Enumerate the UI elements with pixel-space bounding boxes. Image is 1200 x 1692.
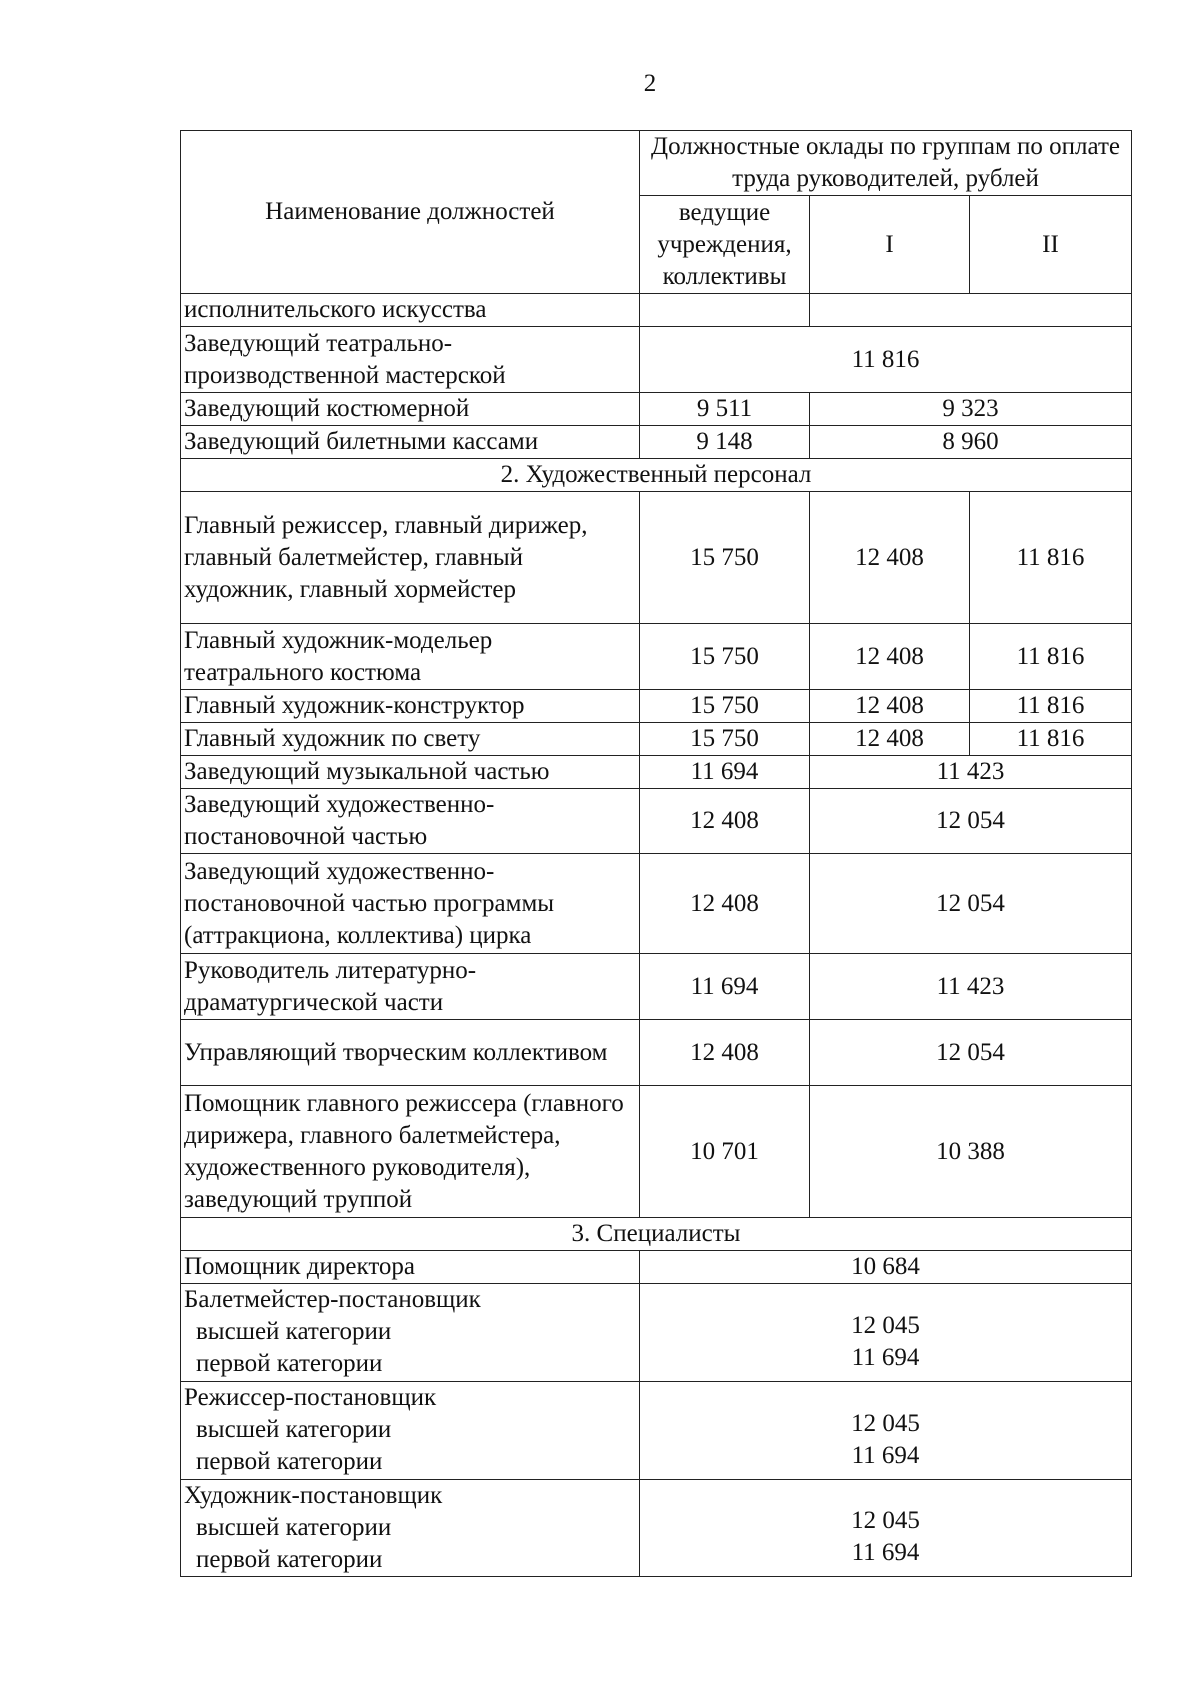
salary-groups: 12 054	[810, 789, 1132, 854]
position-name: Руководитель литературно-драматургической части	[181, 954, 640, 1020]
table-row	[181, 1284, 1132, 1382]
header-position-name: Наименование должностей	[181, 131, 640, 294]
salary-leading: 15 750	[640, 723, 810, 756]
position-name: Заведующий билетными кассами	[181, 426, 640, 459]
table-row	[181, 1020, 1132, 1086]
table-row	[181, 327, 1132, 393]
category-first: первой категории	[196, 1448, 383, 1475]
position-name: Заведующий художественно-постановочной частью программы (аттракциона, коллектива) цирка	[181, 854, 640, 954]
position-name	[181, 1284, 640, 1382]
salary-group-1: 12 408	[810, 723, 970, 756]
table-row	[181, 756, 1132, 789]
salary-leading: 15 750	[640, 624, 810, 690]
position-name: Помощник директора	[181, 1251, 640, 1284]
table-row	[181, 492, 1132, 624]
salary-all-groups: 11 816	[640, 327, 1132, 393]
position-name: Главный художник-конструктор	[181, 690, 640, 723]
table-row	[181, 690, 1132, 723]
table-row	[181, 1251, 1132, 1284]
salary-groups: 10 388	[810, 1086, 1132, 1218]
position-name: исполнительского искусства	[181, 294, 640, 327]
category-first: первой категории	[196, 1350, 383, 1377]
table-row	[181, 1086, 1132, 1218]
salary-group-2: 11 816	[970, 492, 1132, 624]
empty-cell	[640, 294, 810, 327]
position-name: Главный режиссер, главный дирижер, главный балетмейстер, главный художник, главный хормейстер	[181, 492, 640, 624]
table-row	[181, 294, 1132, 327]
position-name: Заведующий художественно-постановочной частью	[181, 789, 640, 854]
salary-table	[180, 130, 1132, 1577]
salary-all-groups	[640, 1284, 1132, 1382]
section-heading: 2. Художественный персонал	[181, 459, 1132, 492]
salary-group-1: 12 408	[810, 492, 970, 624]
salary-groups: 9 323	[810, 393, 1132, 426]
salary-group-2: 11 816	[970, 690, 1132, 723]
salary-group-1: 12 408	[810, 624, 970, 690]
table-row	[181, 1382, 1132, 1480]
salary-all-groups	[640, 1382, 1132, 1480]
position-name: Заведующий музыкальной частью	[181, 756, 640, 789]
salary-groups: 12 054	[810, 854, 1132, 954]
category-higher: высшей категории	[196, 1416, 392, 1443]
salary-groups: 11 423	[810, 756, 1132, 789]
salary-leading: 12 408	[640, 1020, 810, 1086]
table-row	[181, 954, 1132, 1020]
position-name	[181, 1480, 640, 1577]
header-group-1: I	[810, 196, 970, 294]
position-title: Балетмейстер-постановщик	[184, 1286, 481, 1313]
table-row	[181, 393, 1132, 426]
salary-groups: 12 054	[810, 1020, 1132, 1086]
salary-leading: 15 750	[640, 492, 810, 624]
salary-leading: 10 701	[640, 1086, 810, 1218]
salary-leading: 9 148	[640, 426, 810, 459]
category-first: первой категории	[196, 1546, 383, 1573]
salary-groups: 8 960	[810, 426, 1132, 459]
salary-higher: 12 045	[851, 1507, 920, 1534]
position-name	[181, 1382, 640, 1480]
table-row	[181, 723, 1132, 756]
salary-groups: 11 423	[810, 954, 1132, 1020]
salary-group-2: 11 816	[970, 624, 1132, 690]
table-row	[181, 789, 1132, 854]
salary-group-2: 11 816	[970, 723, 1132, 756]
position-title: Художник-постановщик	[184, 1482, 443, 1509]
section-heading: 3. Специалисты	[181, 1218, 1132, 1251]
table-row	[181, 1480, 1132, 1577]
position-name: Заведующий костюмерной	[181, 393, 640, 426]
table-row	[181, 426, 1132, 459]
salary-first: 11 694	[851, 1343, 920, 1371]
salary-leading: 15 750	[640, 690, 810, 723]
position-name: Помощник главного режиссера (главного дирижера, главного балетмейстера, художественного руководителя), заведующий труппой	[181, 1086, 640, 1218]
table-row	[181, 624, 1132, 690]
salary-leading: 12 408	[640, 789, 810, 854]
table-row	[181, 854, 1132, 954]
position-title: Режиссер-постановщик	[184, 1384, 437, 1411]
salary-higher: 12 045	[851, 1409, 920, 1437]
header-salary: Должностные оклады по группам по оплате труда руководителей, рублей	[640, 131, 1132, 196]
salary-higher: 12 045	[851, 1311, 920, 1339]
empty-cell	[810, 294, 1132, 327]
salary-group-1: 12 408	[810, 690, 970, 723]
category-higher: высшей категории	[196, 1514, 392, 1541]
page-number: 2	[643, 70, 657, 97]
salary-leading: 9 511	[640, 393, 810, 426]
category-higher: высшей категории	[196, 1318, 392, 1345]
header-leading-institutions: ведущие учреждения, коллективы	[640, 196, 810, 294]
salary-all-groups	[640, 1480, 1132, 1577]
position-name: Заведующий театрально-производственной мастерской	[181, 327, 640, 393]
salary-all-groups: 10 684	[640, 1251, 1132, 1284]
salary-leading: 11 694	[640, 756, 810, 789]
header-group-2: II	[970, 196, 1132, 294]
position-name: Управляющий творческим коллективом	[181, 1020, 640, 1086]
salary-first: 11 694	[851, 1441, 920, 1469]
salary-leading: 11 694	[640, 954, 810, 1020]
salary-leading: 12 408	[640, 854, 810, 954]
position-name: Главный художник по свету	[181, 723, 640, 756]
position-name: Главный художник-модельер театрального костюма	[181, 624, 640, 690]
salary-first: 11 694	[851, 1539, 920, 1566]
